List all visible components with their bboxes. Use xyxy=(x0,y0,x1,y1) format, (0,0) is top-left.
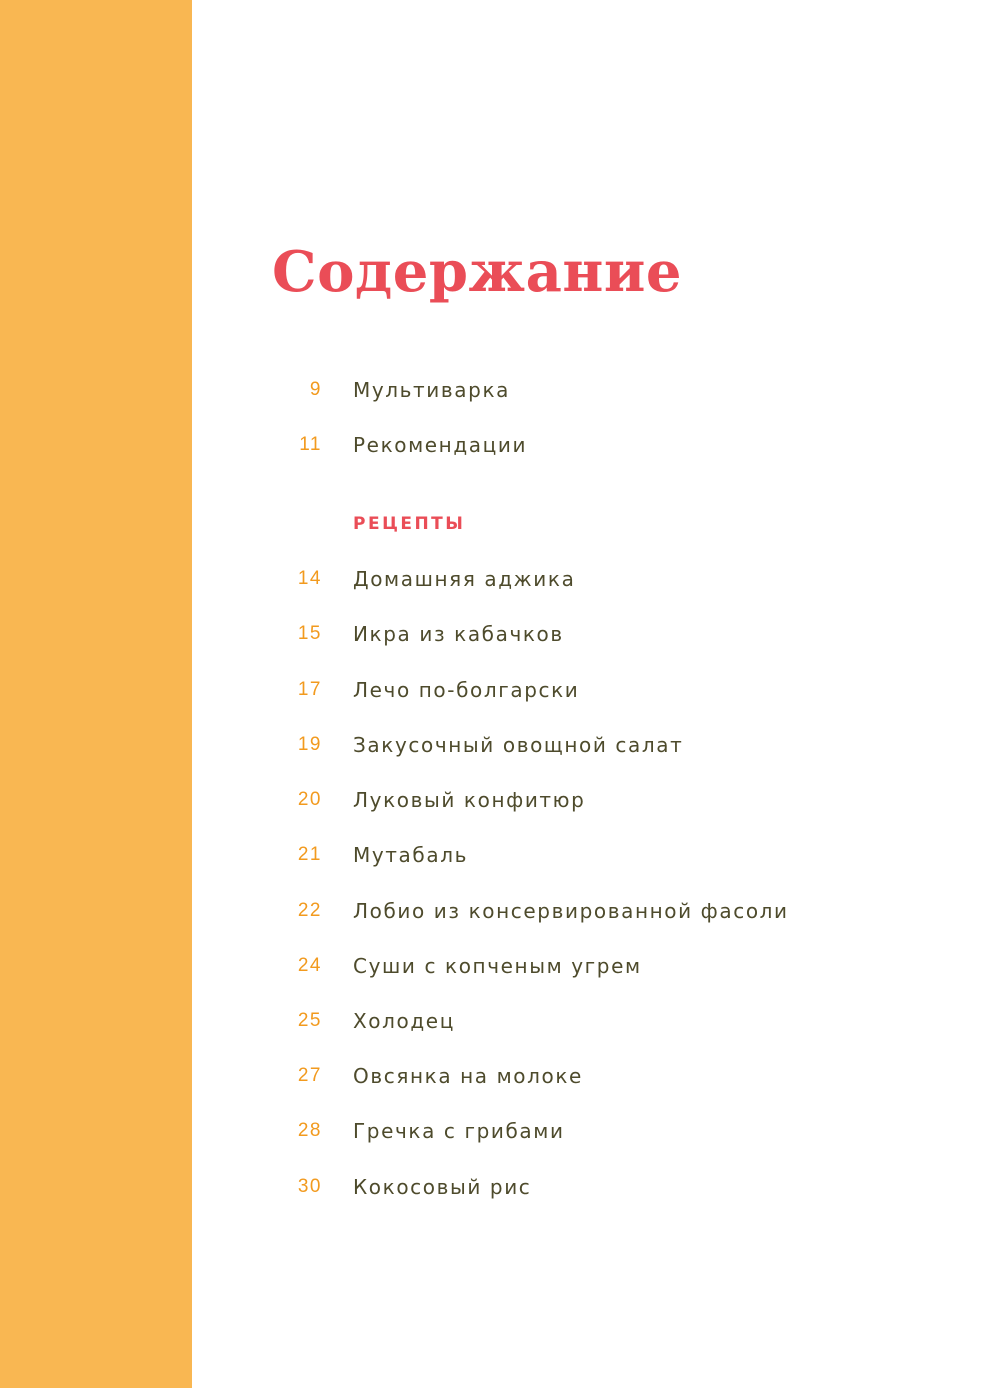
toc-entry-title: Закусочный овощной салат xyxy=(353,733,684,757)
toc-entry-page: 27 xyxy=(297,1065,322,1086)
toc-entry[interactable] xyxy=(272,896,952,926)
toc-entry-title: Кокосовый рис xyxy=(353,1175,532,1199)
toc-entry[interactable] xyxy=(272,951,952,981)
toc-entry-page: 28 xyxy=(297,1120,322,1141)
toc-entry[interactable] xyxy=(272,1172,952,1202)
toc-entry-page: 15 xyxy=(297,623,322,644)
toc-entry-title: Мультиварка xyxy=(353,378,510,402)
toc-entry-page: 11 xyxy=(299,434,322,455)
toc-entry-page: 9 xyxy=(309,379,322,400)
toc-entry[interactable] xyxy=(272,785,952,815)
decorative-side-band xyxy=(0,0,192,1388)
toc-entry-title: Мутабаль xyxy=(353,843,468,867)
toc-entry-title: Холодец xyxy=(353,1009,455,1033)
toc-entry[interactable] xyxy=(272,840,952,870)
toc-entry-page: 30 xyxy=(297,1176,322,1197)
toc-entry-page: 25 xyxy=(297,1010,322,1031)
toc-entry-page: 22 xyxy=(297,900,322,921)
toc-title: Содержание xyxy=(272,239,683,305)
toc-entry-page: 17 xyxy=(297,679,322,700)
toc-entry-page: 24 xyxy=(297,955,322,976)
toc-entry[interactable] xyxy=(272,675,952,705)
toc-entry-title: Лобио из консервированной фасоли xyxy=(353,899,789,923)
toc-entry[interactable] xyxy=(272,730,952,760)
toc-entry[interactable] xyxy=(272,564,952,594)
toc-entry-title: Суши с копченым угрем xyxy=(353,954,642,978)
toc-entry[interactable] xyxy=(272,1061,952,1091)
toc-entry-title: Икра из кабачков xyxy=(353,622,564,646)
toc-entry-page: 19 xyxy=(297,734,322,755)
toc-entry-title: Рекомендации xyxy=(353,433,528,457)
toc-entry-title: Луковый конфитюр xyxy=(353,788,586,812)
toc-entry-page: 14 xyxy=(297,568,322,589)
section-heading-recipes: РЕЦЕПТЫ xyxy=(353,514,466,534)
toc-entry-title: Лечо по-болгарски xyxy=(353,678,580,702)
toc-entry-page: 20 xyxy=(297,789,322,810)
toc-entry[interactable] xyxy=(272,430,952,460)
toc-entry[interactable] xyxy=(272,619,952,649)
toc-entry[interactable] xyxy=(272,1006,952,1036)
toc-entry-page: 21 xyxy=(297,844,322,865)
toc-entry[interactable] xyxy=(272,1116,952,1146)
toc-entry[interactable] xyxy=(272,375,952,405)
toc-entry-title: Гречка с грибами xyxy=(353,1119,565,1143)
toc-entry-title: Домашняя аджика xyxy=(353,567,576,591)
toc-entry-title: Овсянка на молоке xyxy=(353,1064,583,1088)
